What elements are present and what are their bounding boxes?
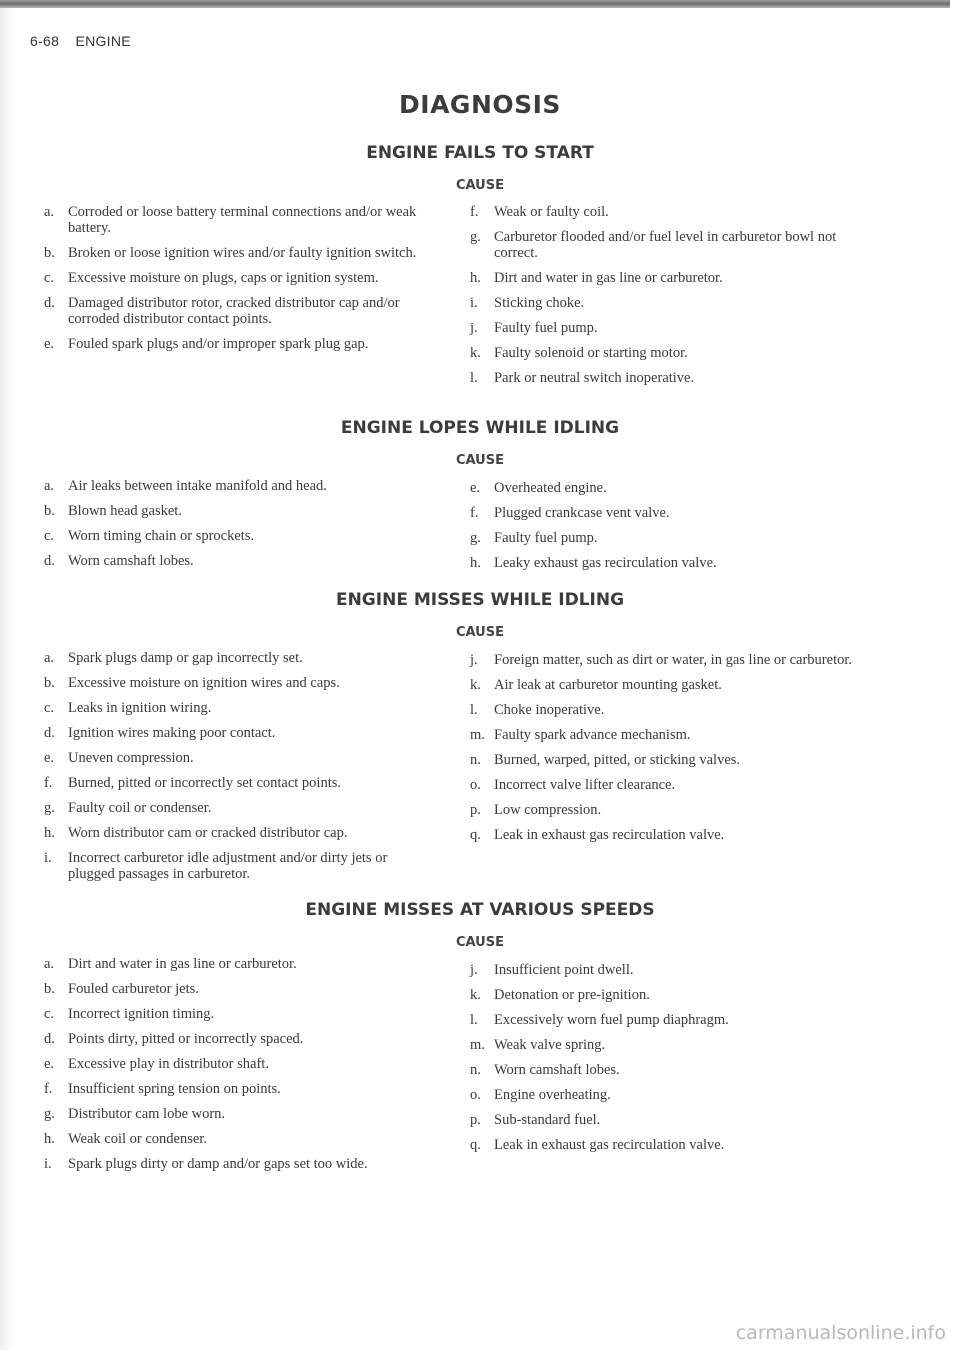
list-item: d. Points dirty, pitted or incorrectly spaced. [44,1031,304,1047]
list-item: a. Air leaks between intake manifold and head. [44,478,327,494]
list-item: c. Worn timing chain or sprockets. [44,528,255,544]
cause-list-left [44,478,434,578]
list-item: m. Weak valve spring. [470,1037,606,1053]
list-item: l. Choke inoperative. [470,702,605,718]
cause-list-right [470,652,870,852]
list-item: h. Dirt and water in gas line or carburetor. [470,270,723,286]
list-item: e. Overheated engine. [470,480,607,496]
list-item: b. Fouled carburetor jets. [44,981,199,997]
section-name: ENGINE [75,33,131,49]
page-edge-shade [0,8,14,1350]
list-item: g. Distributor cam lobe worn. [44,1106,226,1122]
list-item: d. Ignition wires making poor contact. [44,725,276,741]
list-item: j. Faulty fuel pump. [470,320,598,336]
list-item: a. Corroded or loose battery terminal connections and/or weak battery. [44,204,417,236]
top-rule [0,0,950,8]
page-title: DIAGNOSIS [399,90,561,119]
list-item: k. Air leak at carburetor mounting gasket. [470,677,722,693]
list-item: i. Spark plugs dirty or damp and/or gaps set too wide. [44,1156,368,1172]
cause-list-left [44,956,434,1181]
list-item: c. Excessive moisture on plugs, caps or ignition system. [44,270,379,286]
page-header [30,33,143,49]
list-item: n. Worn camshaft lobes. [470,1062,620,1078]
list-item: g. Faulty coil or condenser. [44,800,212,816]
cause-list-right [470,204,870,395]
list-item: q. Leak in exhaust gas recirculation valve. [470,1137,725,1153]
section-title-lopes-while-idling: ENGINE LOPES WHILE IDLING [340,418,620,438]
page-number: 6-68 [30,33,60,49]
list-item: n. Burned, warped, pitted, or sticking valves. [470,752,741,768]
cause-label: CAUSE [455,453,504,468]
list-item: j. Insufficient point dwell. [470,962,634,978]
list-item: f. Plugged crankcase vent valve. [470,505,670,521]
list-item: e. Excessive play in distributor shaft. [44,1056,269,1072]
list-item: d. Worn camshaft lobes. [44,553,194,569]
list-item: k. Detonation or pre-ignition. [470,987,650,1003]
cause-label: CAUSE [455,625,504,640]
list-item: a. Dirt and water in gas line or carburetor. [44,956,297,972]
list-item: h. Weak coil or condenser. [44,1131,207,1147]
cause-label: CAUSE [455,935,504,950]
section-title-misses-at-various-speeds: ENGINE MISSES AT VARIOUS SPEEDS [305,900,655,920]
list-item: q. Leak in exhaust gas recirculation valve. [470,827,725,843]
list-item: h. Worn distributor cam or cracked distributor cap. [44,825,348,841]
list-item: f. Weak or faulty coil. [470,204,609,220]
list-item: o. Incorrect valve lifter clearance. [470,777,676,793]
list-item: e. Uneven compression. [44,750,194,766]
list-item: m. Faulty spark advance mechanism. [470,727,691,743]
cause-list-left [44,650,434,891]
list-item: b. Excessive moisture on ignition wires and caps. [44,675,340,691]
section-title-misses-while-idling: ENGINE MISSES WHILE IDLING [335,590,625,610]
list-item: b. Broken or loose ignition wires and/or faulty ignition switch. [44,245,417,261]
list-item: h. Leaky exhaust gas recirculation valve. [470,555,717,571]
list-item: d. Damaged distributor rotor, cracked distributor cap and/or corroded distributor contact points. [44,295,400,327]
list-item: c. Incorrect ignition timing. [44,1006,215,1022]
watermark: carmanualsonline.info [735,1322,946,1344]
list-item: b. Blown head gasket. [44,503,182,519]
list-item: e. Fouled spark plugs and/or improper spark plug gap. [44,336,369,352]
list-item: l. Park or neutral switch inoperative. [470,370,695,386]
list-item: i. Incorrect carburetor idle adjustment and/or dirty jets or plugged passages in carburetor. [44,850,388,882]
section-title-fails-to-start: ENGINE FAILS TO START [366,143,594,163]
list-item: g. Faulty fuel pump. [470,530,598,546]
list-item: j. Foreign matter, such as dirt or water, in gas line or carburetor. [470,652,853,668]
list-item: i. Sticking choke. [470,295,585,311]
list-item: g. Carburetor flooded and/or fuel level in carburetor bowl not correct. [470,229,837,261]
list-item: p. Sub-standard fuel. [470,1112,601,1128]
list-item: c. Leaks in ignition wiring. [44,700,212,716]
cause-label: CAUSE [455,178,504,193]
list-item: a. Spark plugs damp or gap incorrectly set. [44,650,303,666]
cause-list-right [470,480,870,580]
list-item: l. Excessively worn fuel pump diaphragm. [470,1012,729,1028]
cause-list-right [470,962,870,1162]
list-item: f. Burned, pitted or incorrectly set contact points. [44,775,342,791]
list-item: o. Engine overheating. [470,1087,611,1103]
list-item: f. Insufficient spring tension on points. [44,1081,281,1097]
list-item: k. Faulty solenoid or starting motor. [470,345,688,361]
list-item: p. Low compression. [470,802,602,818]
cause-list-left [44,204,434,361]
